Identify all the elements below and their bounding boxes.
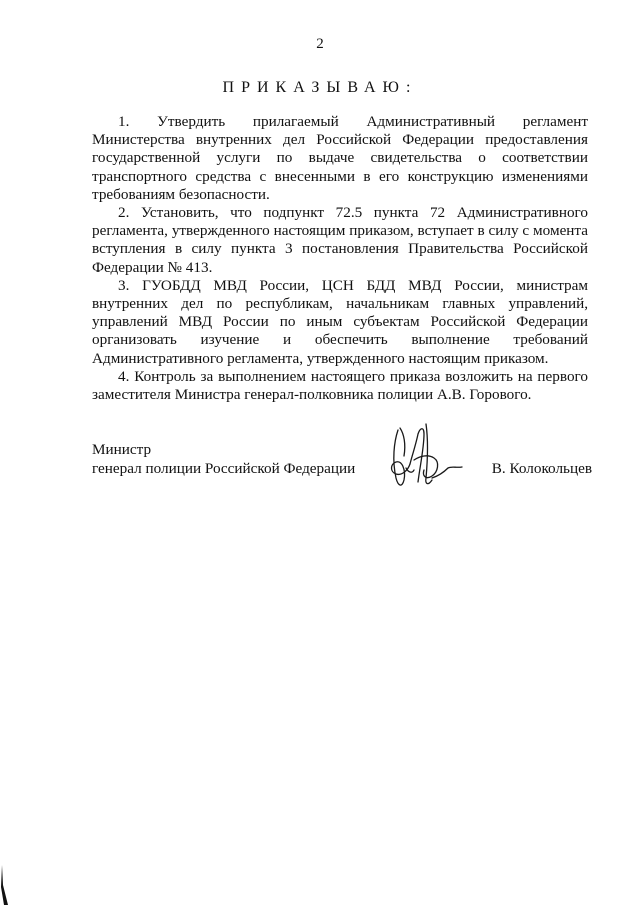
- signature-block: [92, 440, 592, 500]
- signatory-title: Министр: [92, 441, 152, 458]
- order-item-4: 4. Контроль за выполнением настоящего приказа возложить на первого заместителя Министра генерал-полковника полиции А.В. Горового.: [92, 367, 588, 404]
- order-item-2: 2. Установить, что подпункт 72.5 пункта 72 Административного регламента, утвержденного настоящим приказом, вступает в силу с момента вступления в силу пункта 3 постановления Правительства Российской Федерации № 413.: [92, 204, 588, 276]
- scan-edge-mark: [0, 865, 14, 905]
- signatory-name: В. Колокольцев: [491, 460, 592, 477]
- order-item-1: 1. Утвердить прилагаемый Административный регламент Министерства внутренних дел Российской Федерации предоставления государственной услуги по выдаче свидетельства о соответствии транспортного средства с внесенными в его конструкцию изменениями требованиям безопасности.: [92, 113, 588, 203]
- signatory-rank: генерал полиции Российской Федерации: [92, 460, 356, 477]
- handwritten-signature-icon: [384, 420, 466, 492]
- order-heading: ПРИКАЗЫВАЮ:: [222, 79, 418, 96]
- page-number: 2: [316, 36, 324, 52]
- order-item-3: 3. ГУОБДД МВД России, ЦСН БДД МВД России, министрам внутренних дел по республикам, начальникам главных управлений, управлений МВД России по иным субъектам Российской Федерации организовать изучение и обеспечить выполнение требований Административного регламента, утвержденного настоящим приказом.: [92, 276, 588, 367]
- order-body: [92, 113, 588, 404]
